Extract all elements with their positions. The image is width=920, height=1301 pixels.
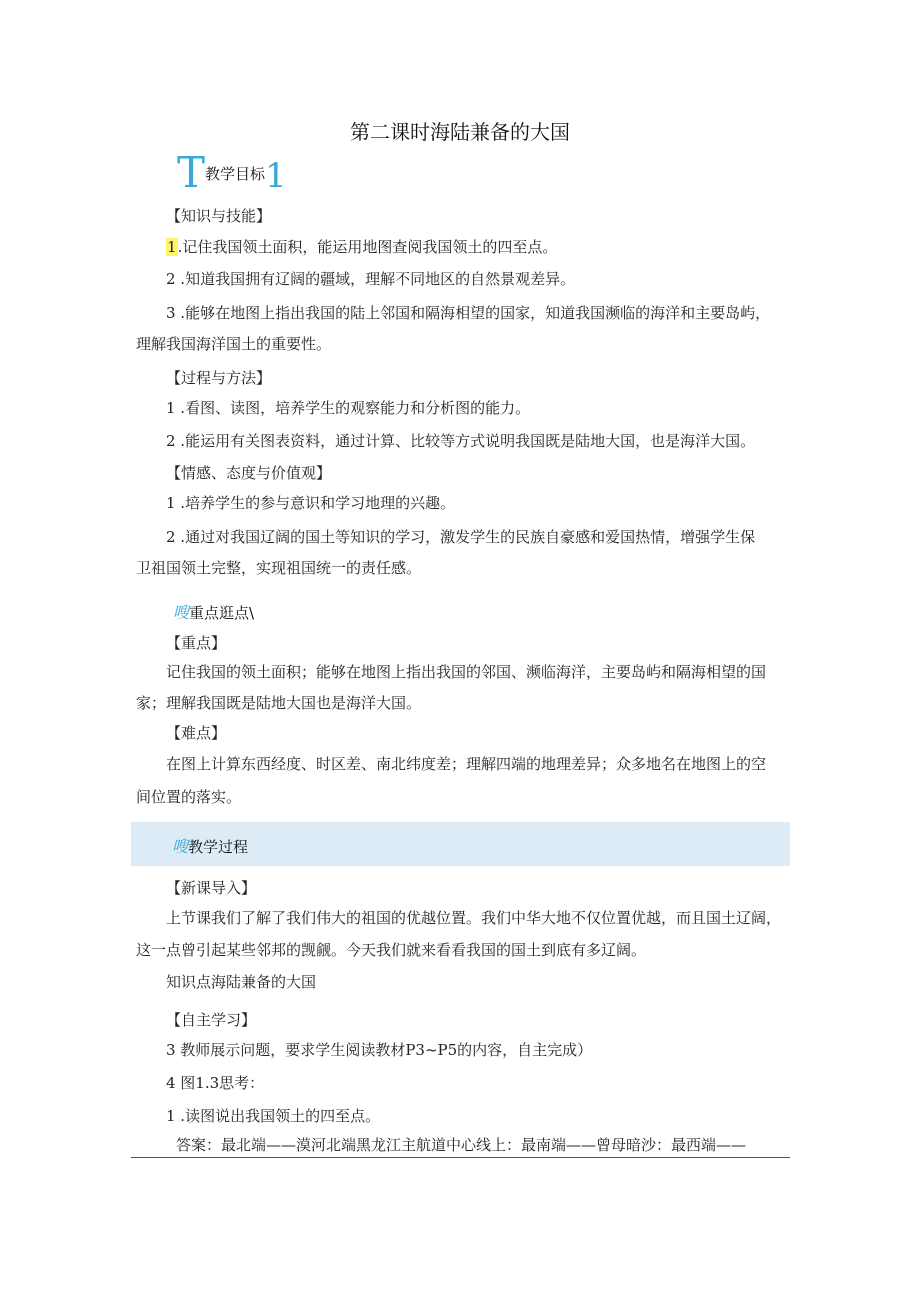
emotion-item-2-cont: 卫祖国领土完整，实现祖国统一的责任感。 <box>136 559 422 577</box>
process-mark: 嗖 <box>172 837 189 856</box>
self-study-heading: 【自主学习】 <box>166 1011 257 1029</box>
objectives-mark: T <box>177 148 206 197</box>
objectives-tail: 1 <box>265 156 287 196</box>
knowledge-heading: 【知识与技能】 <box>166 207 272 225</box>
keypoints-heading-text: 重点逛点\ <box>189 604 255 622</box>
teaching-process-heading <box>172 834 248 857</box>
knowledge-item-3-cont: 理解我国海洋国土的重要性。 <box>136 335 332 353</box>
objectives-heading-text: 教学目标 <box>205 165 266 183</box>
intro-text-cont: 这一点曾引起某些邻邦的觊觎。今天我们就来看看我国的国土到底有多辽阔。 <box>136 941 647 959</box>
bottom-divider <box>131 1157 790 1158</box>
difficulty-text-cont: 间位置的落实。 <box>136 788 242 806</box>
self-study-item-3: 3 教师展示问题，要求学生阅读教材P3~P5的内容，自主完成） <box>166 1041 593 1059</box>
keypoints-mark: 嗖 <box>173 603 190 622</box>
emotion-item-1: 1 .培养学生的参与意识和学习地理的兴趣。 <box>166 494 456 512</box>
intro-text: 上节课我们了解了我们伟大的祖国的优越位置。我们中华大地不仅位置优越，而且国土辽阔， <box>166 909 782 927</box>
process-item-1: 1 .看图、读图，培养学生的观察能力和分析图的能力。 <box>166 399 531 417</box>
focus-text-cont: 家；理解我国既是陆地大国也是海洋大国。 <box>136 694 422 712</box>
keypoints-heading <box>173 600 254 623</box>
knowledge-item-3: 3 .能够在地图上指出我国的陆上邻国和隔海相望的国家，知道我国濒临的海洋和主要岛屿， <box>166 304 771 322</box>
focus-text: 记住我国的领土面积；能够在地图上指出我国的邻国、濒临海洋，主要岛屿和隔海相望的国 <box>166 663 767 681</box>
teaching-process-text: 教学过程 <box>188 838 249 856</box>
highlighted-number: 1 <box>167 238 177 256</box>
knowledge-item-1: 1.记住我国领土面积，能运用地图查阅我国领土的四至点。 <box>167 238 558 256</box>
page-title: 第二课时海陆兼备的大国 <box>350 120 570 144</box>
focus-heading: 【重点】 <box>166 634 227 652</box>
difficulty-heading: 【难点】 <box>166 724 227 742</box>
knowledge-item-2: 2 .知道我国拥有辽阔的疆域，理解不同地区的自然景观差异。 <box>166 270 576 288</box>
emotion-item-2: 2 .通过对我国辽阔的国土等知识的学习，激发学生的民族自豪感和爱国热情，增强学生保 <box>166 528 756 546</box>
process-item-2: 2 .能运用有关图表资料，通过计算、比较等方式说明我国既是陆地大国，也是海洋大国。 <box>166 432 756 450</box>
knowledge-point: 知识点海陆兼备的大国 <box>166 973 317 991</box>
intro-heading: 【新课导入】 <box>166 879 257 897</box>
difficulty-text: 在图上计算东西经度、时区差、南北纬度差；理解四端的地理差异；众多地名在地图上的空 <box>166 755 767 773</box>
self-study-item-4: 4 图1.3思考： <box>166 1074 265 1092</box>
emotion-heading: 【情感、态度与价值观】 <box>166 464 332 482</box>
process-method-heading: 【过程与方法】 <box>166 369 272 387</box>
objectives-heading <box>177 148 287 197</box>
answer-text: 答案：最北端——漠河北端黑龙江主航道中心线上：最南端——曾母暗沙：最西端—— <box>176 1136 747 1154</box>
question-1: 1 .读图说出我国领土的四至点。 <box>166 1107 381 1125</box>
